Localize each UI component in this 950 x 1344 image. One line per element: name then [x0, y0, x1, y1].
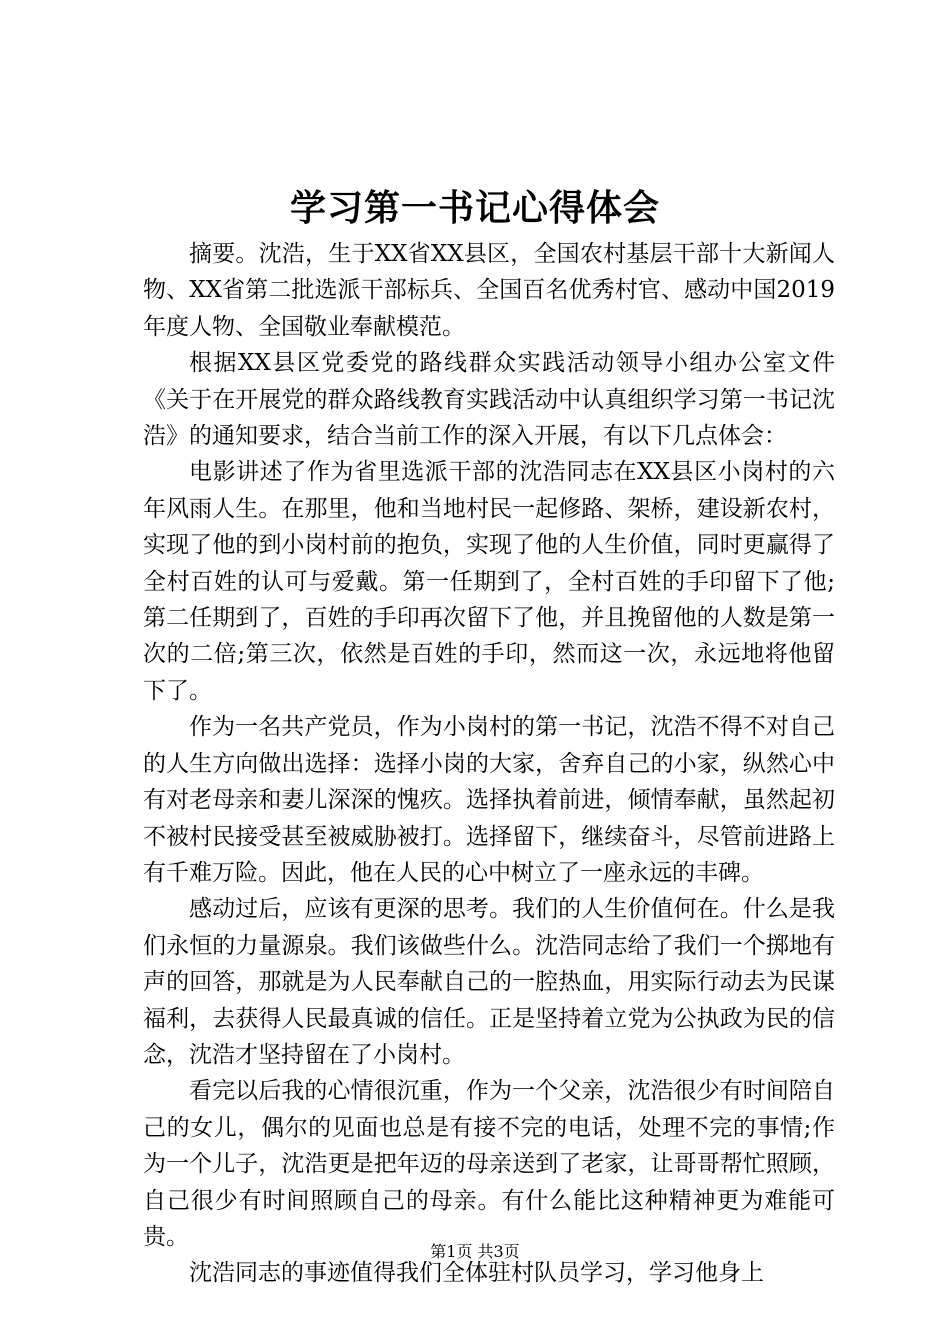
paragraph-notice: 根据XX县区党委党的路线群众实践活动领导小组办公室文件《关于在开展党的群众路线教育实践活动中认真组织学习第一书记沈浩》的通知要求，结合当前工作的深入开展，有以下几点体会： [143, 350, 835, 450]
paragraph-learning: 沈浩同志的事迹值得我们全体驻村队员学习，学习他身上 [189, 1260, 764, 1287]
page-number-footer: 第1页 共3页 [430, 1242, 520, 1261]
paragraph-abstract: 摘要。沈浩，生于XX省XX县区，全国农村基层干部十大新闻人物、XX省第二批选派干部标兵、全国百名优秀村官、感动中国2019年度人物、全国敬业奉献模范。 [143, 241, 835, 340]
document-body [143, 236, 835, 1292]
paragraph-choice: 作为一名共产党员，作为小岗村的第一书记，沈浩不得不对自己的人生方向做出选择：选择小岗的大家，舍弃自己的小家，纵然心中有对老母亲和妻儿深深的愧疚。选择执着前进，倾情奉献，虽然起初不被村民接受甚至被威胁被打。选择留下，继续奋斗，尽管前进路上有千难万险。因此，他在人民的心中树立了一座永远的丰碑。 [143, 714, 835, 886]
paragraph-movie: 电影讲述了作为省里选派干部的沈浩同志在XX县区小岗村的六年风雨人生。在那里，他和当地村民一起修路、架桥，建设新农村，实现了他的到小岗村前的抱负，实现了他的人生价值，同时更赢得了全村百姓的认可与爱戴。第一任期到了，全村百姓的手印留下了他;第二任期到了，百姓的手印再次留下了他，并且挽留他的人数是第一次的二倍;第三次，依然是百姓的手印，然而这一次，永远地将他留下了。 [143, 459, 835, 704]
paragraph-family: 看完以后我的心情很沉重，作为一个父亲，沈浩很少有时间陪自己的女儿，偶尔的见面也总是有接不完的电话，处理不完的事情;作为一个儿子，沈浩更是把年迈的母亲送到了老家，让哥哥帮忙照顾，自己很少有时间照顾自己的母亲。有什么能比这种精神更为难能可贵。 [143, 1078, 835, 1250]
document-title: 学习第一书记心得体会 [289, 187, 660, 229]
paragraph-reflection: 感动过后，应该有更深的思考。我们的人生价值何在。什么是我们永恒的力量源泉。我们该做些什么。沈浩同志给了我们一个掷地有声的回答，那就是为人民奉献自己的一腔热血，用实际行动去为民谋福利，去获得人民最真诚的信任。正是坚持着立党为公执政为民的信念，沈浩才坚持留在了小岗村。 [143, 896, 835, 1068]
